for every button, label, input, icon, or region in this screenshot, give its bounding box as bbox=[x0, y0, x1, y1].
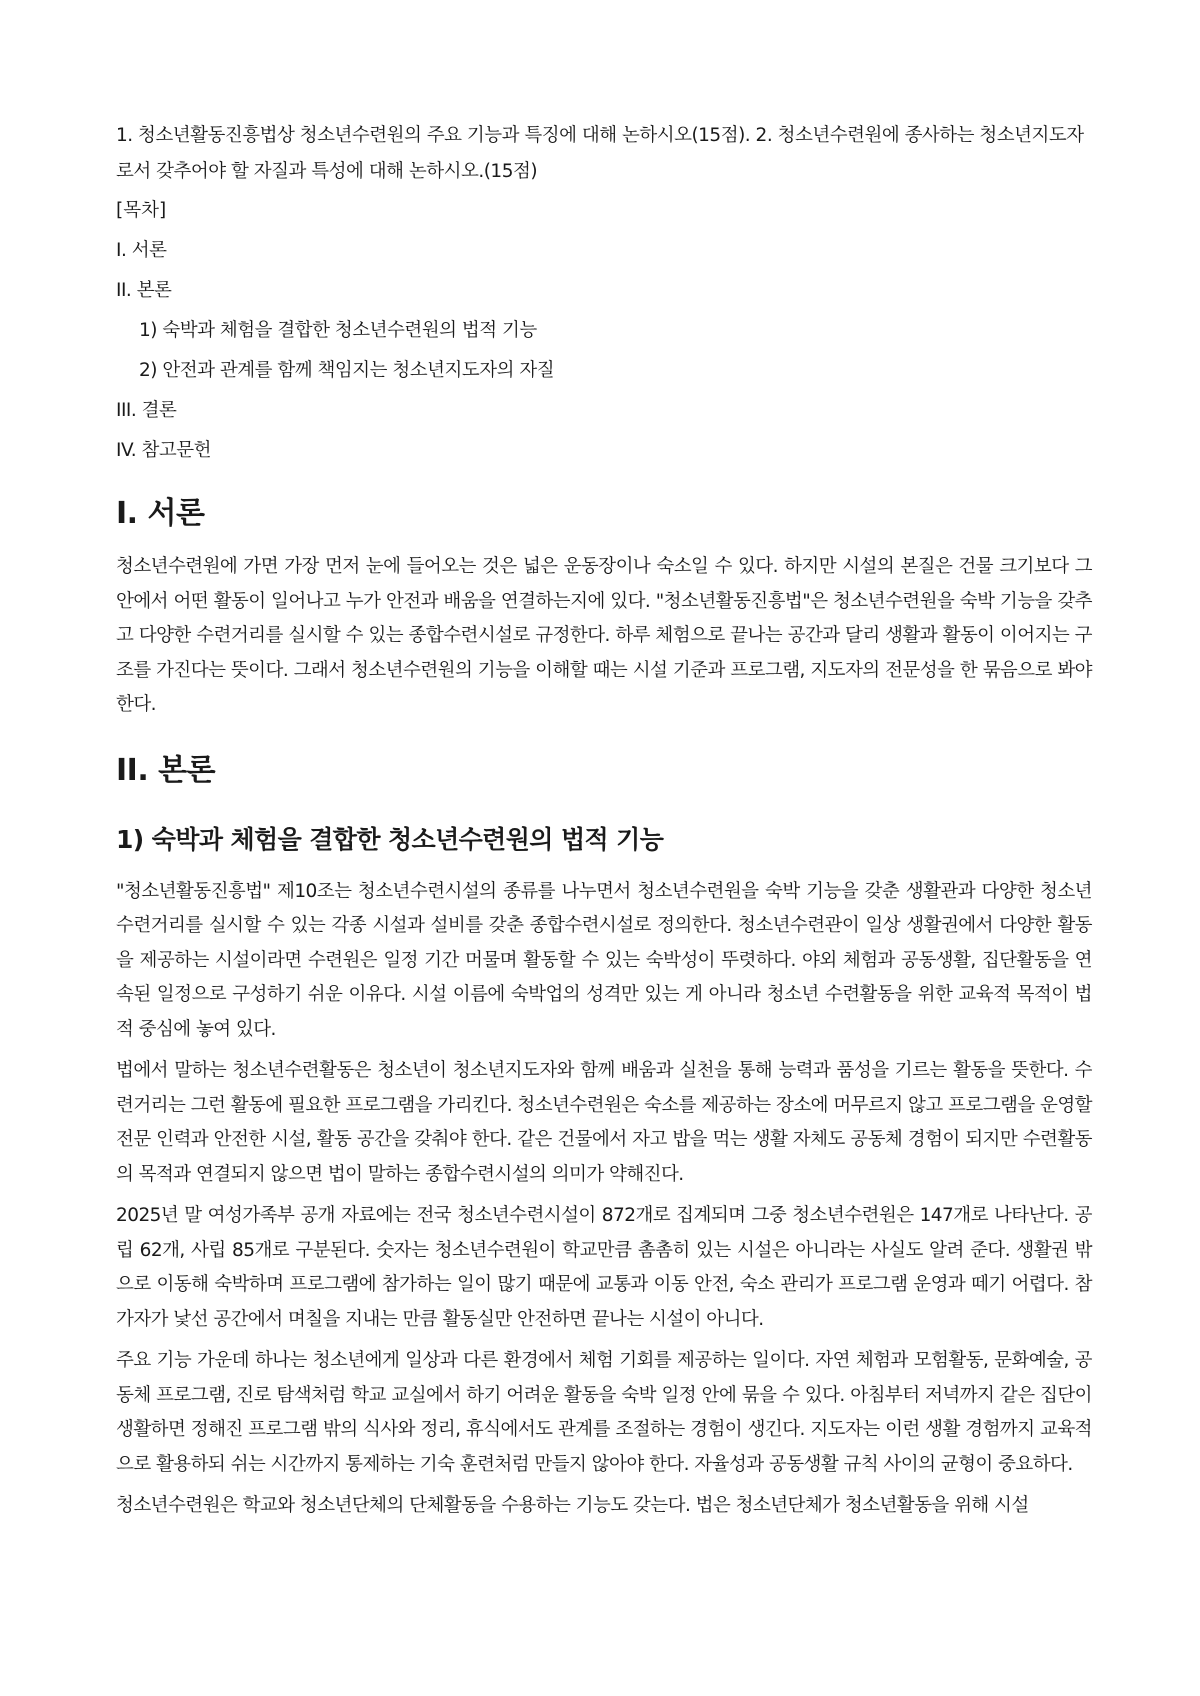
toc-heading: [목차] bbox=[116, 200, 167, 221]
toc-item-references: IV. 참고문헌 bbox=[116, 440, 211, 461]
intro-paragraph: 청소년수련원에 가면 가장 먼저 눈에 들어오는 것은 넓은 운동장이나 숙소일 수 있다. 하지만 시설의 본질은 건물 크기보다 그 안에서 어떤 활동이 일어나고 누가 안전과 배움을 연결하는지에 있다. "청소년활동진흥법"은 청소년수련원을 숙박 기능을 갖추고 다양한 수련거리를 실시할 수 있는 종합수련시설로 규정한다. 하루 체험으로 끝나는 공간과 달리 생활과 활동이 이어지는 구조를 가진다는 뜻이다. 그래서 청소년수련원의 기능을 이해할 때는 시설 기준과 프로그램, 지도자의 전문성을 한 묶음으로 봐야 한다. bbox=[116, 556, 1092, 715]
document-page bbox=[116, 118, 1092, 1531]
section1-paragraph-4: 주요 기능 가운데 하나는 청소년에게 일상과 다른 환경에서 체험 기회를 제공하는 일이다. 자연 체험과 모험활동, 문화예술, 공동체 프로그램, 진로 탐색처럼 학교 교실에서 하기 어려운 활동을 숙박 일정 안에 묶을 수 있다. 아침부터 저녁까지 같은 집단이 생활하면 정해진 프로그램 밖의 식사와 정리, 휴식에서도 관계를 조절하는 경험이 생긴다. 지도자는 이런 생활 경험까지 교육적으로 활용하되 쉬는 시간까지 통제하는 기숙 훈련처럼 만들지 않아야 한다. 자율성과 공동생활 규칙 사이의 균형이 중요하다. bbox=[116, 1350, 1092, 1475]
assignment-question: 1. 청소년활동진흥법상 청소년수련원의 주요 기능과 특징에 대해 논하시오(15점). 2. 청소년수련원에 종사하는 청소년지도자로서 갖추어야 할 자질과 특성에 대해 논하시오.(15점) bbox=[116, 125, 1084, 182]
toc-item-intro: I. 서론 bbox=[116, 240, 167, 261]
toc-item-body-sub2: 2) 안전과 관계를 함께 책임지는 청소년지도자의 자질 bbox=[139, 360, 555, 381]
toc-item-body-sub1: 1) 숙박과 체험을 결합한 청소년수련원의 법적 기능 bbox=[139, 320, 537, 341]
section1-paragraph-3: 2025년 말 여성가족부 공개 자료에는 전국 청소년수련시설이 872개로 집계되며 그중 청소년수련원은 147개로 나타난다. 공립 62개, 사립 85개로 구분된다. 숫자는 청소년수련원이 학교만큼 촘촘히 있는 시설은 아니라는 사실도 알려 준다. 생활권 밖으로 이동해 숙박하며 프로그램에 참가하는 일이 많기 때문에 교통과 이동 안전, 숙소 관리가 프로그램 운영과 떼기 어렵다. 참가자가 낯선 공간에서 며칠을 지내는 만큼 활동실만 안전하면 끝나는 시설이 아니다. bbox=[116, 1205, 1092, 1330]
intro-heading: I. 서론 bbox=[116, 496, 205, 531]
body-heading: II. 본론 bbox=[116, 752, 216, 788]
section1-paragraph-2: 법에서 말하는 청소년수련활동은 청소년이 청소년지도자와 함께 배움과 실천을 통해 능력과 품성을 기르는 활동을 뜻한다. 수련거리는 그런 활동에 필요한 프로그램을 가리킨다. 청소년수련원은 숙소를 제공하는 장소에 머무르지 않고 프로그램을 운영할 전문 인력과 안전한 시설, 활동 공간을 갖춰야 한다. 같은 건물에서 자고 밥을 먹는 생활 자체도 공동체 경험이 되지만 수련활동의 목적과 연결되지 않으면 법이 말하는 종합수련시설의 의미가 약해진다. bbox=[116, 1060, 1092, 1185]
toc-item-conclusion: III. 결론 bbox=[116, 400, 177, 421]
toc-item-body: II. 본론 bbox=[116, 280, 172, 301]
table-of-contents bbox=[116, 237, 1092, 464]
section1-paragraph-1: "청소년활동진흥법" 제10조는 청소년수련시설의 종류를 나누면서 청소년수련원을 숙박 기능을 갖춘 생활관과 다양한 청소년수련거리를 실시할 수 있는 각종 시설과 설비를 갖춘 종합수련시설로 정의한다. 청소년수련관이 일상 생활권에서 다양한 활동을 제공하는 시설이라면 수련원은 일정 기간 머물며 활동할 수 있는 숙박성이 뚜렷하다. 야외 체험과 공동생활, 집단활동을 연속된 일정으로 구성하기 쉬운 이유다. 시설 이름에 숙박업의 성격만 있는 게 아니라 청소년 수련활동을 위한 교육적 목적이 법적 중심에 놓여 있다. bbox=[116, 880, 1092, 1040]
section1-heading: 1) 숙박과 체험을 결합한 청소년수련원의 법적 기능 bbox=[116, 824, 664, 854]
section1-paragraph-5: 청소년수련원은 학교와 청소년단체의 단체활동을 수용하는 기능도 갖는다. 법은 청소년단체가 청소년활동을 위해 시설 bbox=[116, 1495, 1029, 1516]
